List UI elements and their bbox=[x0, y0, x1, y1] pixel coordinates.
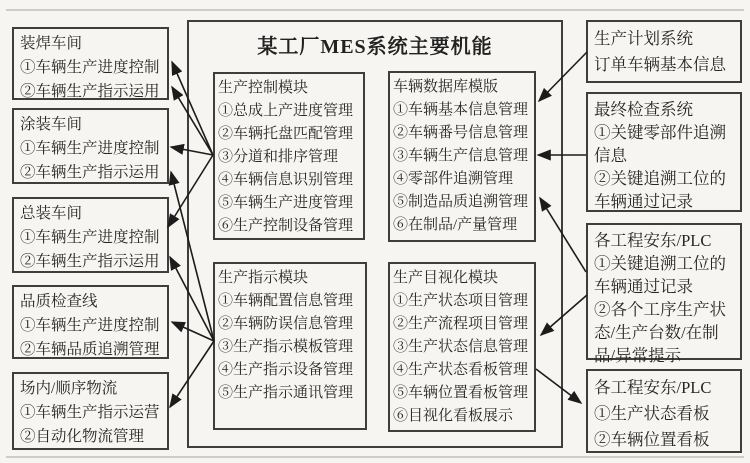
module-item: ④生产指示设备管理 bbox=[218, 362, 354, 378]
module-item: ③生产状态信息管理 bbox=[393, 339, 529, 355]
module-item: ⑤生产指示通讯管理 bbox=[218, 385, 354, 401]
module-title: 车辆数据库模版 bbox=[393, 79, 499, 95]
module-item: ①总成上产进度管理 bbox=[218, 103, 354, 119]
system-box-andon-plc-trace bbox=[586, 223, 742, 365]
box-item: ①车辆生产进度控制 bbox=[20, 140, 160, 157]
box-item: 订单车辆基本信息 bbox=[594, 55, 726, 74]
module-production-control bbox=[213, 72, 365, 240]
box-title: 最终检查系统 bbox=[594, 100, 693, 119]
module-item: ⑤车辆位置看板管理 bbox=[393, 385, 529, 401]
box-item: ②关键追溯工位的车辆通过记录 bbox=[594, 169, 726, 211]
box-item: ①车辆生产进度控制 bbox=[20, 317, 160, 334]
box-title: 品质检查线 bbox=[20, 293, 98, 310]
module-item: ②车辆番号信息管理 bbox=[393, 125, 529, 141]
box-item: ②车辆生产指示运用 bbox=[20, 83, 160, 100]
box-item: ①关键追溯工位的车辆通过记录 bbox=[594, 254, 726, 296]
box-item: ①车辆生产进度控制 bbox=[20, 229, 160, 246]
system-box-final-inspection bbox=[586, 92, 742, 212]
box-title: 各工程安东/PLC bbox=[594, 231, 712, 250]
box-item: ①车辆生产进度控制 bbox=[20, 59, 160, 76]
box-item: ①车辆生产指示运营 bbox=[20, 404, 160, 421]
diagram-title: 某工厂MES系统主要机能 bbox=[257, 36, 493, 58]
box-title: 涂装车间 bbox=[20, 116, 83, 133]
module-item: ④生产状态看板管理 bbox=[393, 362, 529, 378]
module-item: ③生产指示模板管理 bbox=[218, 339, 354, 355]
dept-box-paint-shop bbox=[12, 108, 169, 184]
box-title: 总装车间 bbox=[20, 205, 83, 222]
module-item: ④车辆信息识别管理 bbox=[218, 172, 354, 188]
module-item: ①车辆配置信息管理 bbox=[218, 293, 354, 309]
module-item: ①车辆基本信息管理 bbox=[393, 102, 529, 118]
module-item: ②车辆托盘匹配管理 bbox=[218, 126, 354, 142]
dept-box-weld-shop bbox=[12, 27, 169, 100]
module-title: 生产目视化模块 bbox=[393, 270, 499, 286]
box-item: ②车辆品质追溯管理 bbox=[20, 341, 160, 358]
box-title: 装焊车间 bbox=[20, 35, 83, 52]
module-item: ⑥生产控制设备管理 bbox=[218, 218, 354, 234]
box-item: ②车辆生产指示运用 bbox=[20, 164, 160, 181]
module-item: ③分道和排序管理 bbox=[218, 149, 339, 165]
dept-box-onsite-sequence-logistics bbox=[12, 372, 169, 450]
module-item: ⑥在制品/产量管理 bbox=[393, 217, 518, 233]
box-item: ②车辆位置看板 bbox=[594, 430, 710, 449]
box-title: 各工程安东/PLC bbox=[594, 378, 712, 397]
module-production-instruction bbox=[213, 262, 367, 430]
module-item: ③车辆生产信息管理 bbox=[393, 148, 529, 164]
box-item: ②车辆生产指示运用 bbox=[20, 253, 160, 270]
box-title: 场内/顺序物流 bbox=[20, 380, 118, 397]
top-rule bbox=[6, 9, 744, 11]
box-item: ①生产状态看板 bbox=[594, 404, 710, 423]
module-item: ②生产流程项目管理 bbox=[393, 316, 529, 332]
dept-box-assembly-shop bbox=[12, 197, 169, 273]
box-item: ②自动化物流管理 bbox=[20, 428, 145, 445]
module-item: ⑥目视化看板展示 bbox=[393, 408, 514, 424]
module-item: ⑤制造品质追溯管理 bbox=[393, 194, 529, 210]
module-title: 生产控制模块 bbox=[218, 80, 309, 96]
module-title: 生产指示模块 bbox=[218, 270, 309, 286]
module-item: ⑤车辆生产进度管理 bbox=[218, 195, 354, 211]
system-box-andon-plc-kanban bbox=[586, 369, 742, 453]
module-item: ①生产状态项目管理 bbox=[393, 293, 529, 309]
module-item: ④零部件追溯管理 bbox=[393, 171, 514, 187]
box-title: 生产计划系统 bbox=[594, 29, 693, 48]
bottom-rule bbox=[6, 456, 744, 458]
module-vehicle-database bbox=[388, 71, 536, 242]
module-production-visualization bbox=[388, 262, 536, 432]
box-item: ①关键零部件追溯信息 bbox=[594, 123, 726, 165]
dept-box-quality-inspection-line bbox=[12, 285, 169, 359]
box-item: ②各个工序生产状态/生产台数/在制品/异常提示 bbox=[594, 300, 726, 365]
module-item: ②车辆防误信息管理 bbox=[218, 316, 354, 332]
system-box-production-planning bbox=[586, 20, 742, 83]
